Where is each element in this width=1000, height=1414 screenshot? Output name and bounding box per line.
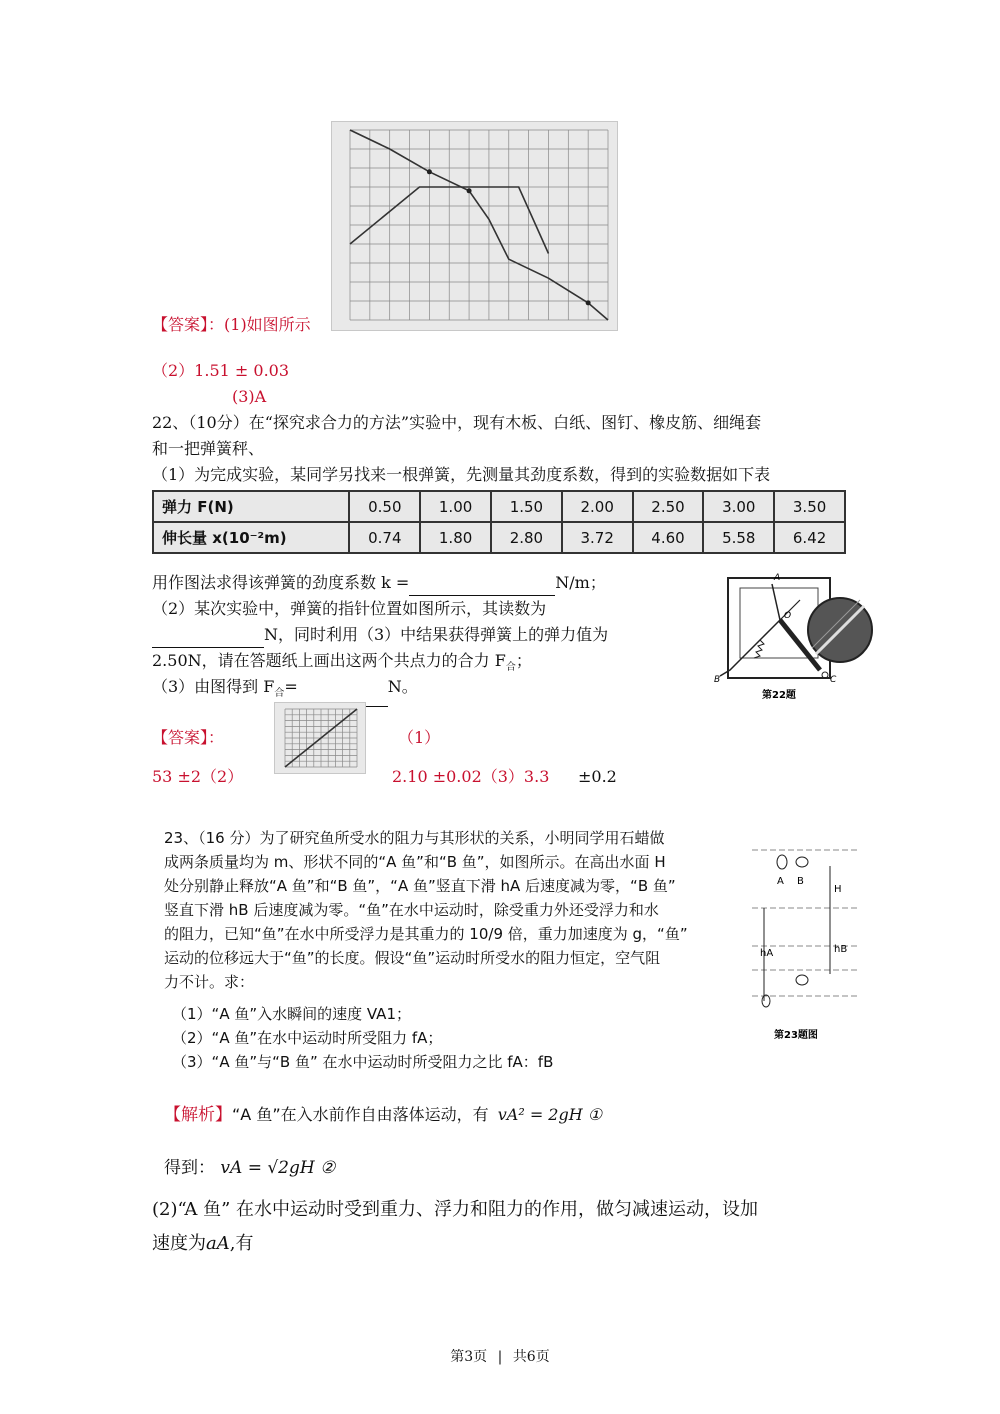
q22-part2-line3-sub: 合: [505, 662, 516, 674]
q22-part3-suffix: N。: [387, 677, 418, 696]
q22-part3-mid: =: [284, 677, 298, 696]
q23-line-4: 竖直下滑 hB 后速度减为零。“鱼”在水中运动时，除受重力外还受浮力和水: [164, 901, 659, 919]
solution23-line1-text: “A 鱼”在入水前作自由落体运动，有: [232, 1105, 489, 1124]
q22-reading-blank: [152, 629, 264, 648]
q22-data-table: [152, 490, 846, 554]
table-cell-head: 伸长量 x(10⁻²m): [153, 522, 349, 553]
fig23-label-A: A: [777, 876, 784, 887]
answer22-graph: [274, 702, 366, 774]
fig22-label-C: C: [830, 675, 837, 685]
answer22-p1: （1）: [398, 728, 441, 747]
fig22-label-B: B: [714, 675, 721, 685]
solution23-para2-line1: (2)“A 鱼” 在水中运动时受到重力、浮力和阻力的作用，做匀减速运动，设加: [152, 1199, 759, 1220]
table-cell: 5.58: [703, 522, 774, 553]
q22-part2-line3-end: ；: [515, 651, 532, 670]
answer21-graph: [331, 121, 618, 331]
solution23-para2-line2: [152, 1230, 253, 1258]
q22-k-suffix: N/m；: [555, 573, 606, 592]
data-point: [467, 188, 472, 193]
q22-part2-line3-text: 2.50N，请在答题纸上画出这两个共点力的合力 F: [152, 651, 506, 670]
page-footer: [0, 1346, 1000, 1366]
fig22-caption: 第22题: [762, 690, 796, 701]
q23-line-5: 的阻力，已知“鱼”在水中所受浮力是其重力的 10/9 倍，重力加速度为 g，“鱼”: [164, 925, 688, 943]
answer21-part1: ：(1)如图所示: [208, 315, 311, 334]
footer-page: 第3页: [450, 1349, 488, 1365]
solution23-label: 【解析】: [164, 1105, 232, 1125]
table-cell: 2.00: [562, 491, 633, 522]
q22-part3-sub: 合: [274, 688, 285, 700]
q23-line-6: 运动的位移远大于“鱼”的长度。假设“鱼”运动时所受水的阻力恒定，空气阻: [164, 949, 661, 967]
solution23-eq2: vA = √2gH ②: [220, 1158, 336, 1178]
answer22-label-line: [152, 725, 224, 751]
fig23-caption: 第23题图: [774, 1030, 818, 1041]
q22-k-line: [152, 570, 606, 596]
table-cell: 2.50: [633, 491, 704, 522]
table-cell: 1.50: [491, 491, 562, 522]
q23-line-7: 力不计。求：: [164, 973, 255, 991]
q22-k-prefix: 用作图法求得该弹簧的劲度系数 k =: [152, 573, 410, 592]
table-cell: 2.80: [491, 522, 562, 553]
answer22-label: 【答案】: [152, 728, 209, 747]
table-cell: 3.72: [562, 522, 633, 553]
solution23-eq1: vA² = 2gH ①: [497, 1105, 603, 1124]
table-row: [153, 522, 845, 553]
q22-part2-line2-suffix: N，同时利用（3）中结果获得弹簧上的弹力值为: [264, 625, 609, 644]
answer22-v2: 2.10 ±0.02（3）3.3: [392, 767, 550, 786]
answer21-part3: (3)A: [232, 387, 267, 406]
fig23-label-H: H: [834, 884, 842, 895]
answer21-part2: （2）1.51 ± 0.03: [152, 361, 290, 380]
fig23-label-hA: hA: [760, 948, 774, 959]
q22-part1-line: （1）为完成实验，某同学另找来一根弹簧，先测量其劲度系数，得到的实验数据如下表: [152, 465, 771, 484]
q23-sub3: （3）“A 鱼”与“B 鱼” 在水中运动时所受阻力之比 fA：fB: [172, 1053, 554, 1071]
q23-fish-diagram: [752, 846, 857, 1046]
answer22-v3: ±0.2: [578, 767, 617, 786]
footer-total: 共6页: [512, 1349, 550, 1365]
fig22-label-O: O: [784, 611, 792, 621]
q23-sub2: （2）“A 鱼”在水中运动时所受阻力 fA；: [172, 1029, 443, 1047]
table-cell: 3.50: [774, 491, 845, 522]
solution23-para2-prefix: 速度为: [152, 1233, 206, 1254]
fig22-label-A: A: [774, 573, 781, 583]
footer-separator: |: [497, 1349, 503, 1365]
q22-title-line2: 和一把弹簧秤、: [152, 439, 265, 458]
answer21-label: 【答案】: [152, 315, 209, 334]
q23-sub1: （1）“A 鱼”入水瞬间的速度 VA1；: [172, 1005, 411, 1023]
fig23-label-B: B: [797, 876, 804, 887]
q22-part2-line1: （2）某次实验中，弹簧的指针位置如图所示，其读数为: [152, 599, 547, 618]
table-row: [153, 491, 845, 522]
q23-line-2: 成两条质量均为 m、形状不同的“A 鱼”和“B 鱼”，如图所示。在高出水面 H: [164, 853, 666, 871]
q23-figure: [752, 846, 857, 1046]
q22-data-table-wrap: [152, 490, 846, 554]
q23-line-1: 23、（16 分）为了研究鱼所受水的阻力与其形状的关系，小明同学用石蜡做: [164, 829, 665, 847]
solution23-line2: [164, 1155, 335, 1181]
table-cell: 0.74: [349, 522, 420, 553]
data-point: [586, 300, 591, 305]
q22-part3-prefix: （3）由图得到 F: [152, 677, 275, 696]
table-cell: 6.42: [774, 522, 845, 553]
q23-line-3: 处分别静止释放“A 鱼”和“B 鱼”，“A 鱼”竖直下滑 hA 后速度减为零，“B 鱼”: [164, 877, 676, 895]
answer22-chart-svg: [275, 703, 365, 773]
table-cell: 3.00: [703, 491, 774, 522]
q22-title-line1: 22、（10分）在“探究求合力的方法”实验中，现有木板、白纸、图钉、橡皮筋、细绳套: [152, 413, 762, 432]
solution23-accel: aA: [206, 1233, 230, 1254]
q22-apparatus-diagram: [700, 570, 880, 705]
table-cell: 4.60: [633, 522, 704, 553]
answer22-v1: 53 ±2（2）: [152, 767, 244, 786]
q22-figure: [700, 570, 880, 705]
answer22-colon: ：: [208, 728, 225, 747]
q22-part2-line2: [152, 622, 608, 648]
answer21-label-line: [152, 312, 311, 338]
table-cell: 1.80: [420, 522, 491, 553]
answer21-chart-svg: [332, 122, 617, 330]
solution23-line2-prefix: 得到：: [164, 1158, 215, 1178]
data-point: [427, 169, 432, 174]
q22-k-blank: [409, 577, 555, 596]
solution23-para2-suffix: ,有: [229, 1233, 254, 1254]
fig23-label-hB: hB: [834, 944, 848, 955]
table-cell: 1.00: [420, 491, 491, 522]
table-cell-head: 弹力 F(N): [153, 491, 349, 522]
solution23-line1: [164, 1102, 602, 1128]
table-cell: 0.50: [349, 491, 420, 522]
